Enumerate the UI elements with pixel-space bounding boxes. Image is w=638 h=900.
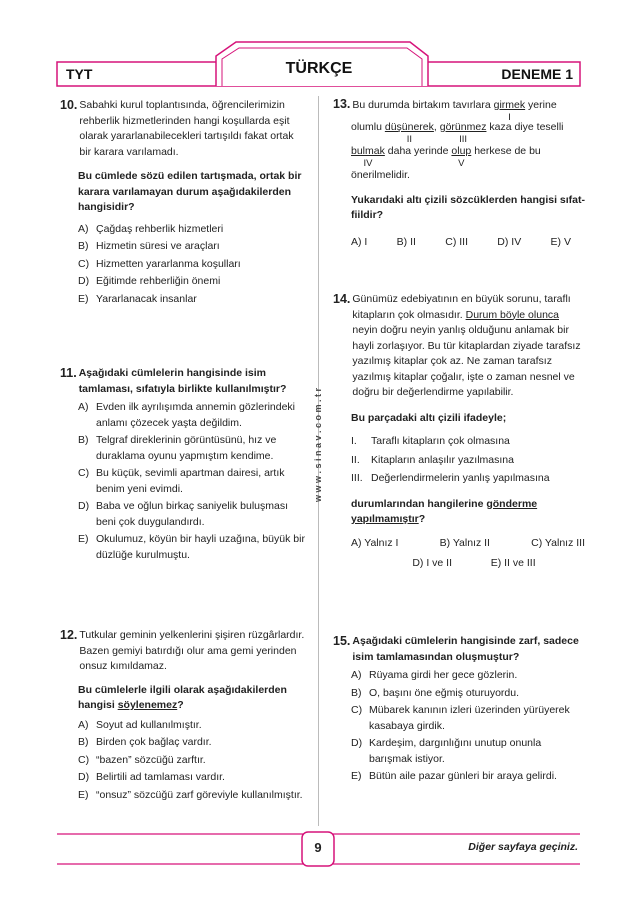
underlined-word-2: düşünerek II (384, 121, 434, 145)
option-c[interactable]: C) Yalnız III (531, 536, 585, 549)
underlined-word-4: bulmak IV (351, 145, 385, 169)
question-number: 12. (60, 628, 78, 642)
question-stem: Günümüz edebiyatının en büyük sorunu, taraflı kitapların çok olmasıdır. Durum böyle olunca neyin doğru neyin yanlış olduğunu anlamak bir hayli zorlaşıyor. Bu tür kitaplardan ziyade tarafsız yazılmış kitaplar çok az. Ne zaman tarafsız yazılmış kitaplar çoğalır, işte o zaman nesnel ve doğru bir değerlendirme yapılabilir. (352, 293, 581, 398)
question-11 (60, 366, 305, 563)
options-row-2 (393, 556, 555, 572)
question-stem: Sabahki kurul toplantısında, öğrencilerimizin rehberlik hizmetlerinden hangi koşullarda eşit olarak yararlanabilecekleri tartışıldı fakat ortak bir karara varılamadı. (79, 99, 294, 158)
option-b[interactable]: B) Hizmetin süresi ve araçları (78, 240, 220, 252)
question-12 (60, 628, 305, 803)
question-prompt-2: durumlarından hangilerine gönderme yapılmamıştır? (351, 497, 538, 525)
option-e[interactable]: E) V (550, 236, 571, 248)
option-b[interactable]: B) Telgraf direklerinin görüntüsünü, hız ve duraklama oyunu yapmıştım kendime. (78, 434, 277, 462)
question-prompt: Bu cümlede sözü edilen tartışmada, ortak bir karara varılamayan durum aşağıdakilerden hangisidir? (78, 170, 302, 213)
option-a[interactable]: A) Evden ilk ayrılışımda annemin gözlerindeki anlamı çözecek yaşta değildim. (78, 401, 296, 429)
option-e[interactable]: E) “onsuz” sözcüğü zarf göreviyle kullanılmıştır. (78, 788, 303, 801)
footer (0, 820, 638, 880)
option-c[interactable]: C) Bu küçük, sevimli apartman dairesi, artık benim yeni evimdi. (78, 467, 285, 495)
option-c[interactable]: C) “bazen” sözcüğü zarftır. (78, 753, 206, 766)
option-e[interactable]: E) Bütün aile pazar günleri bir araya gelirdi. (351, 770, 557, 782)
option-d[interactable]: D) Baba ve oğlun birkaç saniyelik buluşması beni çok duygulandırdı. (78, 500, 289, 528)
item-1: I. Taraflı kitapların çok olmasına (351, 435, 510, 447)
option-c[interactable]: C) Hizmetten yararlanma koşulları (78, 257, 241, 270)
option-b[interactable]: B) Birden çok bağlaç vardır. (78, 736, 212, 748)
option-e[interactable]: E) II ve III (490, 557, 536, 569)
option-b[interactable]: B) II (396, 236, 416, 248)
question-number: 15. (333, 634, 351, 648)
item-3: III. Değerlendirmelerin yanlış yapılmasına (351, 472, 550, 484)
header-frame (0, 0, 638, 100)
options-row-1 (351, 536, 585, 552)
underlined-word-1: girmek I (493, 99, 526, 123)
page-title: TÜRKÇE (285, 60, 353, 77)
option-d[interactable]: D) Eğitimde rehberliğin önemi (78, 275, 221, 287)
underlined-word-5: olup V (451, 145, 472, 169)
question-prompt: Aşağıdaki cümlelerin hangisinde zarf, sadece isim tamlamasından oluşmuştur? (352, 635, 579, 663)
underlined-word-3: görünmez III (439, 121, 487, 145)
option-d[interactable]: D) I ve II (412, 557, 453, 569)
option-a[interactable]: A) Rüyama girdi her gece gözlerin. (351, 669, 518, 681)
option-a[interactable]: A) Soyut ad kullanılmıştır. (78, 718, 202, 731)
option-d[interactable]: D) IV (497, 236, 522, 248)
option-a[interactable]: A) Yalnız I (351, 536, 399, 549)
option-b[interactable]: B) O, başını öne eğmiş oturuyordu. (351, 686, 519, 699)
question-prompt: Yukarıdaki altı çizili sözcüklerden hangisi sıfat-fiildir? (351, 194, 585, 221)
watermark: w w w . s i n a v . c o m . t r (313, 387, 323, 503)
option-c[interactable]: C) Mübarek kanının izleri üzerinden yürüyerek kasabaya girdik. (351, 704, 570, 732)
option-b[interactable]: B) Yalnız II (439, 536, 490, 549)
option-c[interactable]: C) III (445, 236, 468, 248)
question-number: 14. (333, 292, 351, 306)
page-number: 9 (314, 840, 322, 855)
question-prompt: Bu parçadaki altı çizili ifadeyle; (351, 411, 507, 424)
question-stem: Tutkular geminin yelkenlerini şişiren rüzgârlardır. Bazen gemiyi batırdığı olur ama gemi yerinden onsuz kımıldamaz. (79, 629, 305, 672)
question-prompt: Aşağıdaki cümlelerin hangisinde isim tamlaması, sıfatıyla birlikte kullanılmıştır? (78, 367, 287, 395)
question-number: 13. (333, 97, 351, 111)
option-a[interactable]: A) I (351, 236, 368, 248)
question-13: 13. Bu durumda birtakım tavırlara girmek I yerine olumlu düşünerek II , görünmez III kaza diye teselli bulmak IV daha yerinde olup V herkese de bu önerilmelidir. Yukarıdaki altı çizili sözcüklerden hangisi sıfat-fiildir? A) I B) II C) III D) IV E) V (333, 97, 585, 248)
exam-name: DENEME 1 (501, 66, 573, 82)
option-d[interactable]: D) Belirtili ad tamlaması vardır. (78, 771, 225, 783)
option-d[interactable]: D) Kardeşim, dargınlığını unutup onunla barışmak istiyor. (351, 737, 542, 765)
question-prompt: Bu cümlelerle ilgili olarak aşağıdakilerden hangisi söylenemez? (78, 683, 287, 711)
exam-type: TYT (66, 66, 93, 82)
question-number: 10. (60, 98, 78, 112)
item-2: II. Kitapların anlaşılır yazılmasına (351, 453, 514, 466)
header (0, 0, 638, 100)
question-10 (60, 98, 305, 307)
question-14 (333, 292, 585, 572)
options-row (351, 235, 571, 250)
option-a[interactable]: A) Çağdaş rehberlik hizmetleri (78, 222, 224, 235)
question-15 (333, 634, 585, 785)
question-number: 11. (60, 366, 77, 380)
option-e[interactable]: E) Yararlanacak insanlar (78, 292, 197, 305)
next-page-note: Diğer sayfaya geçiniz. (468, 841, 578, 853)
option-e[interactable]: E) Okulumuz, köyün bir hayli uzağına, büyük bir düzlüğe kurulmuştu. (78, 533, 305, 561)
